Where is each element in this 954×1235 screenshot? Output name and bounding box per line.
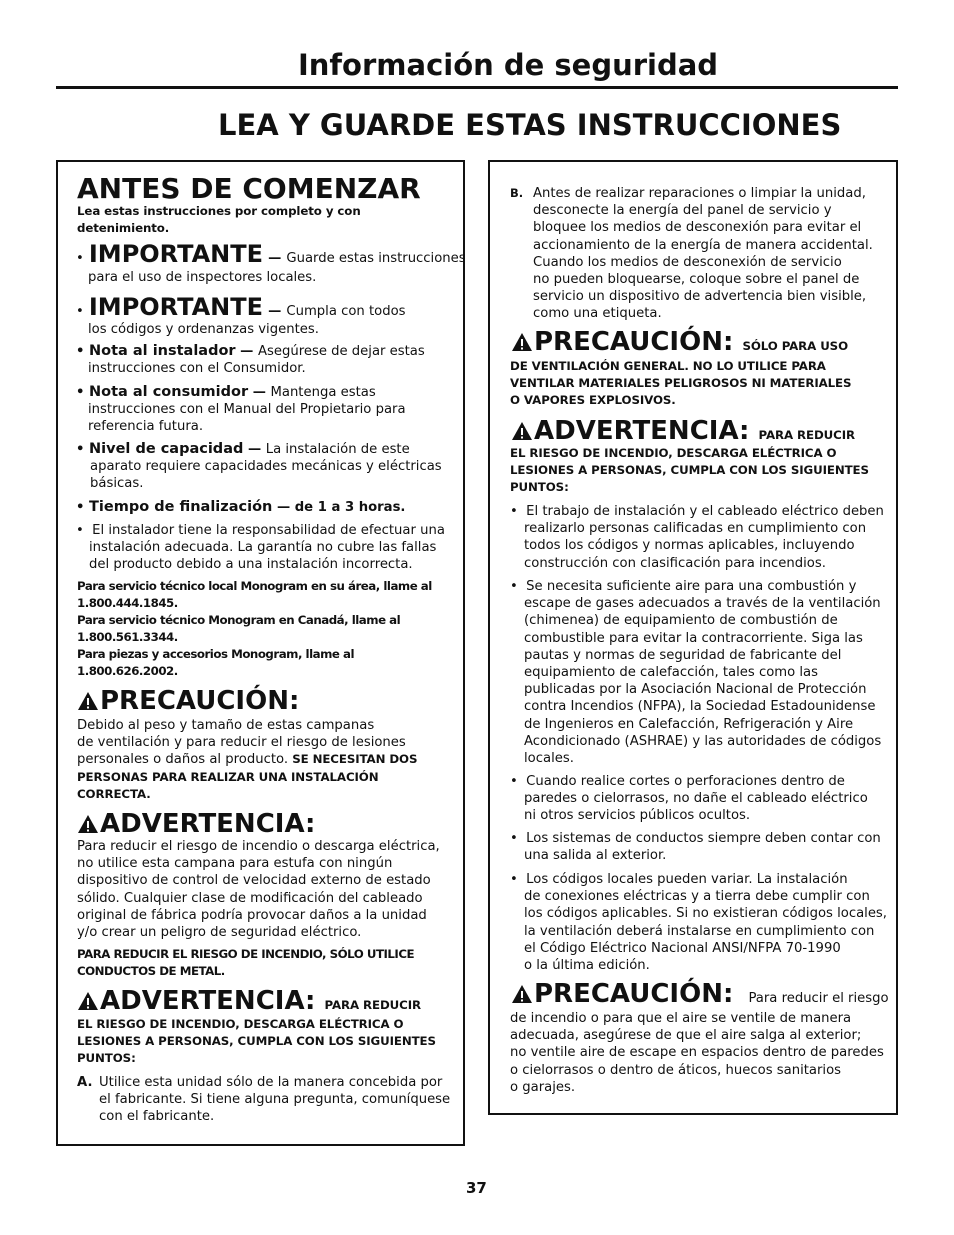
caution-text: Debido al peso y tamaño de estas campanas de ventilación y para reducir el riesgo de lesiones personales o daños al producto. SE NECESITAN DOS PERSONAS PARA REALIZAR UNA INSTALACIÓN CORRECTA.: [77, 718, 418, 801]
warning-triangle-icon: [511, 332, 533, 352]
installer-note: • Nota al instalador — Asegúrese de dejar estas instrucciones con el Consumidor.: [76, 343, 425, 377]
bullet-installation: • El trabajo de instalación y el cableado eléctrico deben realizarlo personas calificadas en cumplimiento con todos los códigos y normas aplicables, incluyendo construcción con clasificación para incendios.: [510, 504, 884, 571]
warning-heading-2: ADVERTENCIA: PARA REDUCIR: [77, 986, 421, 1016]
caution-heading-right-2: PRECAUCIÓN: Para reducir el riesgo: [511, 979, 889, 1009]
bullet-cuts: • Cuando realice cortes o perforaciones dentro de paredes o cielorrasos, no dañe el cableado eléctrico ni otros servicios públicos ocultos.: [510, 774, 868, 824]
importante-label: IMPORTANTE: [88, 293, 264, 321]
title-divider: [56, 86, 898, 89]
importante-item-1: • IMPORTANTE — Guarde estas instrucciones: [76, 240, 466, 268]
warning-triangle-icon: [77, 991, 99, 1011]
item-b: B. Antes de realizar reparaciones o limpiar la unidad, desconecte la energía del panel de servicio y bloquee los medios de desconexión para evitar el accionamiento de la energía de manera accidental. Cuando los medios de desconexión de servicio no pueden bloquearse, coloque sobre el panel de servicio un dispositivo de advertencia bien visible, como una etiqueta.: [510, 186, 873, 322]
warning-right-text: EL RIESGO DE INCENDIO, DESCARGA ELÉCTRICA O LESIONES A PERSONAS, CUMPLA CON LOS SIGUIENTES PUNTOS:: [510, 446, 869, 494]
warning-triangle-icon: [77, 691, 99, 711]
antes-heading: ANTES DE COMENZAR: [77, 172, 421, 205]
capacity-note: • Nivel de capacidad — La instalación de este aparato requiere capacidades mecánicas y eléctricas básicas.: [76, 441, 442, 492]
intro-text: Lea estas instrucciones por completo y con detenimiento.: [77, 204, 361, 235]
consumer-note: • Nota al consumidor — Mantenga estas instrucciones con el Manual del Propietario para referencia futura.: [76, 384, 406, 435]
importante-2-cont: los códigos y ordenanzas vigentes.: [88, 322, 319, 337]
caution-heading-right: PRECAUCIÓN: SÓLO PARA USO: [511, 327, 848, 357]
service-contacts: Para servicio técnico local Monogram en su área, llame al 1.800.444.1845. Para servicio técnico Monogram en Canadá, llame al 1.800.561.3344. Para piezas y accesorios Monogram, llame al 1.800.626.2002.: [77, 579, 432, 678]
warning-text: Para reducir el riesgo de incendio o descarga eléctrica, no utilice esta campana para estufa con ningún dispositivo de control de velocidad externo de estado sólido. Cualquier clase de modificación del cableado original de fábrica podría provocar daños a la unidad y/o crear un peligro de seguridad eléctrico.: [77, 839, 440, 941]
importante-1-cont: para el uso de inspectores locales.: [88, 270, 317, 285]
importante-label: IMPORTANTE: [88, 240, 264, 268]
responsibility-note: • El instalador tiene la responsabilidad de efectuar una instalación adecuada. La garantía no cubre las fallas del producto debido a una instalación incorrecta.: [76, 523, 445, 573]
warning-triangle-icon: [511, 421, 533, 441]
importante-item-2: • IMPORTANTE — Cumpla con todos: [76, 293, 406, 321]
section-subtitle: LEA Y GUARDE ESTAS INSTRUCCIONES: [218, 108, 842, 142]
metal-duct-note: PARA REDUCIR EL RIESGO DE INCENDIO, SÓLO UTILICE CONDUCTOS DE METAL.: [77, 947, 415, 978]
item-a: A. Utilice esta unidad sólo de la manera concebida por el fabricante. Si tiene alguna pregunta, comuníquese con el fabricante.: [77, 1075, 451, 1125]
time-note: • Tiempo de finalización — de 1 a 3 horas.: [76, 499, 406, 515]
bullet-ducts: • Los sistemas de conductos siempre deben contar con una salida al exterior.: [510, 831, 881, 864]
caution-right-text: DE VENTILACIÓN GENERAL. NO LO UTILICE PARA VENTILAR MATERIALES PELIGROSOS NI MATERIALES O VAPORES EXPLOSIVOS.: [510, 359, 852, 407]
bullet-combustion: • Se necesita suficiente aire para una combustión y escape de gases adecuados a través de la ventilación (chimenea) de equipamiento de combustión de combustible para evitar la contracorriente. Siga las pautas y normas de seguridad de fabricante del equipamiento de calefacción, tales como las publicadas por la Asociación Nacional de Protección contra Incendios (NFPA), la Sociedad Estadounidense de Ingenieros en Calefacción, Refrigeración y Aire Acondicionado (ASHRAE) y las autoridades de códigos locales.: [510, 579, 882, 767]
page-number: 37: [466, 1179, 487, 1197]
page-title: Información de seguridad: [298, 48, 719, 82]
bullet-local-codes: • Los códigos locales pueden variar. La instalación de conexiones eléctricas y a tierra debe cumplir con los códigos aplicables. Si no existieran códigos locales, la ventilación deberá instalarse en cumplimiento con el Código Eléctrico Nacional ANSI/NFPA 70-1990 o la última edición.: [510, 872, 887, 974]
warning-2-text: EL RIESGO DE INCENDIO, DESCARGA ELÉCTRICA O LESIONES A PERSONAS, CUMPLA CON LOS SIGUIENTES PUNTOS:: [77, 1017, 436, 1065]
warning-heading: ADVERTENCIA:: [77, 809, 315, 839]
caution-right-2-text: de incendio o para que el aire se ventile de manera adecuada, asegúrese de que el aire salga al exterior; no ventile aire de escape en espacios dentro de paredes o cielorrasos o dentro de áticos, huecos sanitarios o garajes.: [510, 1011, 884, 1095]
warning-triangle-icon: [511, 984, 533, 1004]
warning-triangle-icon: [77, 814, 99, 834]
caution-heading: PRECAUCIÓN:: [77, 686, 299, 716]
warning-heading-right: ADVERTENCIA: PARA REDUCIR: [511, 416, 855, 446]
